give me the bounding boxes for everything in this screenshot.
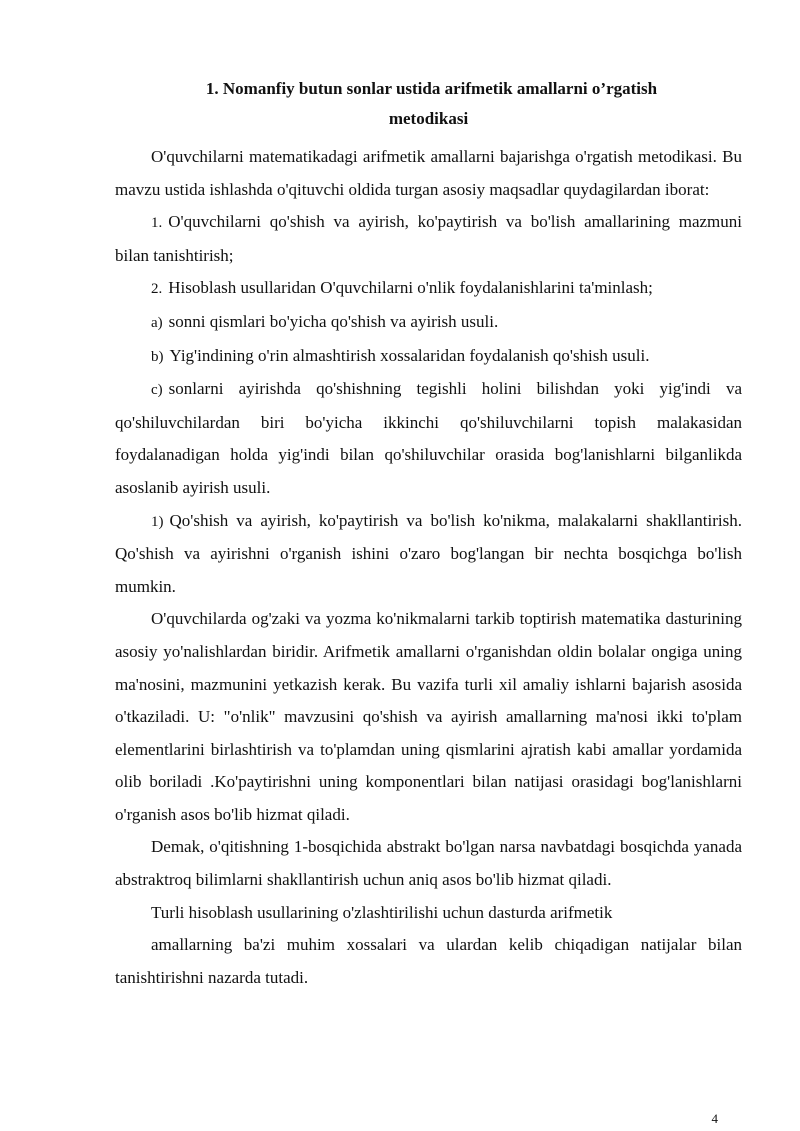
- paragraph-text: Turli hisoblash usullarining o'zlashtirilishi uchun dasturda arifmetik: [151, 902, 613, 922]
- list-item-1-paren: [115, 505, 742, 604]
- paragraph-properties: [115, 929, 742, 994]
- list-item-2: [115, 272, 742, 306]
- list-marker: 2.: [151, 281, 163, 298]
- list-item-text: Qo'shish va ayirish, ko'paytirish va bo'lish ko'nikma, malakalarni shakllantirish. Qo'shish va ayirishni o'rganish ishini o'zaro bog'langan bir nechta bosqichga bo'lish mumkin.: [115, 510, 742, 596]
- list-item-1: [115, 206, 742, 272]
- document-body: [115, 141, 742, 994]
- paragraph-text: Demak, o'qitishning 1-bosqichida abstrakt bo'lgan narsa navbatdagi bosqichda yanada abstraktroq bilimlarni shakllantirish uchun aniq asos bo'lib hizmat qiladi.: [115, 837, 742, 890]
- paragraph-text: O'quvchilarni matematikadagi arifmetik amallarni bajarishga o'rgatish metodikasi. Bu mavzu ustida ishlashda o'qituvchi oldida turgan asosiy maqsadlar quydagilardan iborat:: [115, 147, 742, 199]
- list-item-text: O'quvchilarni qo'shish va ayirish, ko'paytirish va bo'lish amallarining mazmuni bilan tanishtirish;: [115, 212, 742, 265]
- list-marker: c): [151, 382, 163, 399]
- paragraph-methods: [115, 897, 742, 930]
- paragraph-text: amallarning ba'zi muhim xossalari va ulardan kelib chiqadigan natijalar bilan tanishtirishni nazarda tutadi.: [115, 935, 742, 987]
- list-item-text: Hisoblash usullaridan O'quvchilarni o'nlik foydalanishlarini ta'minlash;: [168, 278, 653, 298]
- section-title-line-2: metodikasi: [388, 109, 469, 128]
- list-item-text: Yig'indining o'rin almashtirish xossalaridan foydalanish qo'shish usuli.: [169, 345, 650, 365]
- list-item-text: sonni qismlari bo'yicha qo'shish va ayirish usuli.: [168, 311, 499, 331]
- list-marker: a): [151, 314, 163, 331]
- section-title: [115, 76, 742, 132]
- list-item-text: sonlarni ayirishda qo'shishning tegishli holini bilishdan yoki yig'indi va qo'shiluvchilardan biri bo'yicha ikkinchi qo'shiluvchilarni topish malakasidan foydalanadigan holda yig'indi bilan qo'shiluvchilar orasida bog'lanishlarni bilganlikda asoslanib ayirish usuli.: [115, 379, 742, 497]
- list-marker: 1.: [151, 215, 163, 232]
- paragraph-text: O'quvchilarda og'zaki va yozma ko'nikmalarni tarkib toptirish matematika dasturining asosiy yo'nalishlardan biridir. Arifmetik amallarni o'rganishdan oldin bolalar ongiga uning ma'nosini, mazmunini yetkazish kerak. Bu vazifa turli xil amaliy ishlarni bajarish asosida o'tkaziladi. U: "o'nlik" mavzusini qo'shish va ayirish amallarning ma'nosi ikki to'plam elementlarini birlashtirish va to'plamdan uning qismlarini ajratish kabi amallar yordamida olib boriladi .Ko'paytirishni uning komponentlari bilan natijasi orasidagi bog'lanishlarni o'rganish asos bo'lib hizmat qiladi.: [115, 609, 742, 824]
- list-marker: b): [151, 348, 164, 365]
- list-marker: 1): [151, 513, 164, 530]
- paragraph-conclusion: [115, 831, 742, 896]
- list-item-c: [115, 373, 742, 504]
- list-item-a: [115, 306, 742, 340]
- paragraph-skills: [115, 603, 742, 831]
- paragraph-intro: [115, 141, 742, 206]
- list-item-b: [115, 340, 742, 374]
- section-title-line-1: 1. Nomanfiy butun sonlar ustida arifmetik amallarni o’rgatish: [205, 79, 658, 98]
- page-number: 4: [711, 1111, 718, 1126]
